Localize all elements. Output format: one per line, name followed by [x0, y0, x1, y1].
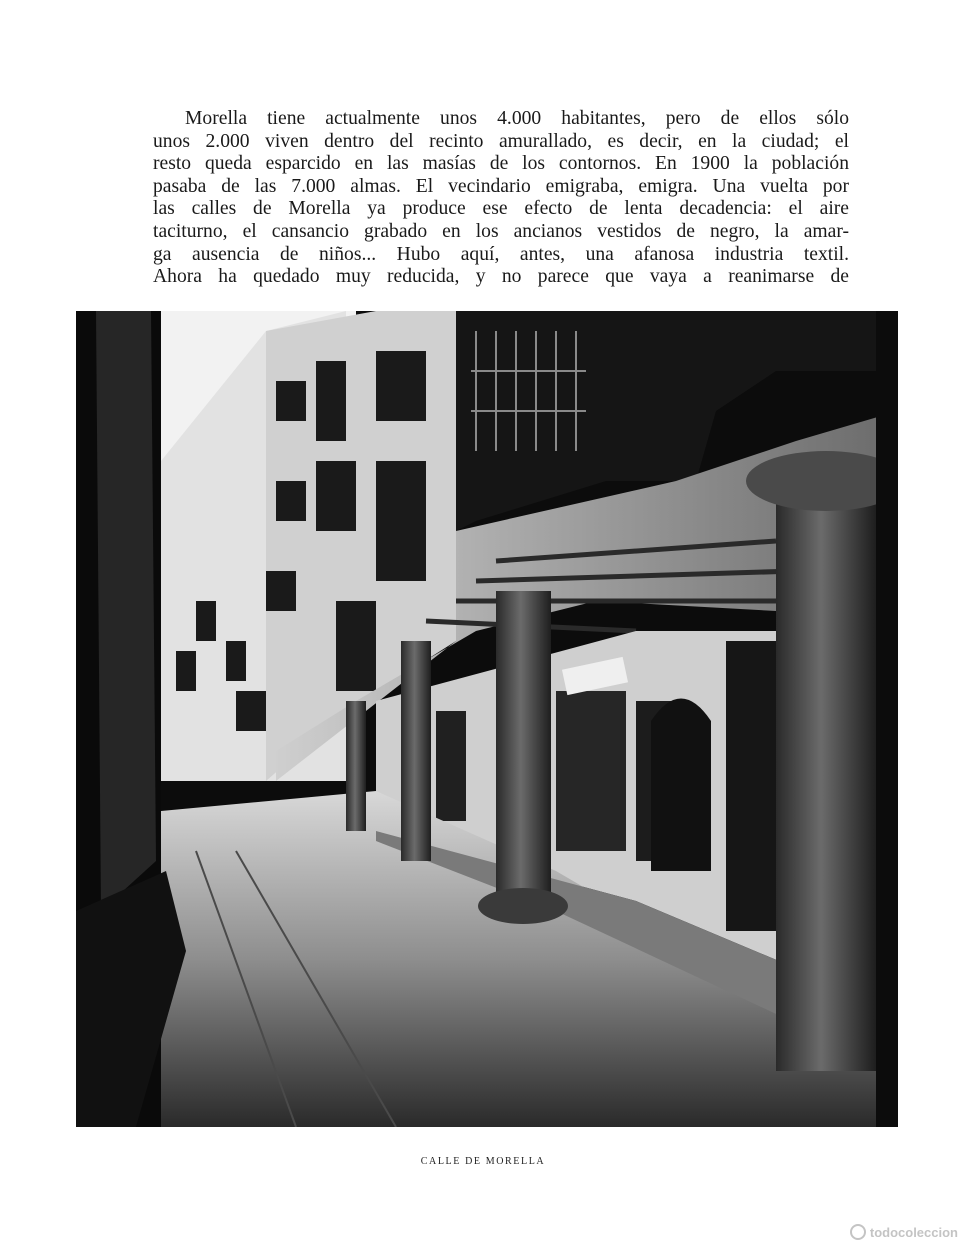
photo-caption: CALLE DE MORELLA [420, 1156, 546, 1167]
street-photo [76, 311, 898, 1127]
text-line: las calles de Morella ya produce ese efecto de lenta decadencia: el aire [153, 198, 849, 220]
body-text [153, 108, 849, 289]
column [776, 481, 876, 1071]
column [346, 701, 366, 831]
doorway [436, 711, 466, 821]
text-line: Morella tiene actualmente unos 4.000 habitantes, pero de ellos sólo [185, 108, 849, 129]
arched-doorway [651, 699, 711, 872]
foreground-pillar-edge [96, 311, 156, 911]
watermark-text: todocoleccion [869, 1224, 958, 1240]
text-line: Ahora ha quedado muy reducida, y no parece que vaya a reanimarse de [153, 266, 849, 288]
doorway [556, 691, 626, 851]
street-photo-illustration [76, 311, 898, 1127]
text-line: unos 2.000 viven dentro del recinto amurallado, es decir, en la ciudad; el [153, 130, 849, 152]
text-line: ga ausencia de niños... Hubo aquí, antes, una afanosa industria textil. [153, 243, 849, 265]
text-line: taciturno, el cansancio grabado en los ancianos vestidos de negro, la amar- [153, 220, 849, 242]
watermark [850, 1224, 958, 1240]
text-line: pasaba de las 7.000 almas. El vecindario emigraba, emigra. Una vuelta por [153, 175, 849, 197]
circle-logo-icon [850, 1224, 866, 1240]
column [401, 641, 431, 861]
text-line: resto queda esparcido en las masías de los contornos. En 1900 la población [153, 153, 849, 175]
right-shadow [876, 311, 898, 1127]
column-base [478, 888, 568, 924]
column [496, 591, 551, 911]
